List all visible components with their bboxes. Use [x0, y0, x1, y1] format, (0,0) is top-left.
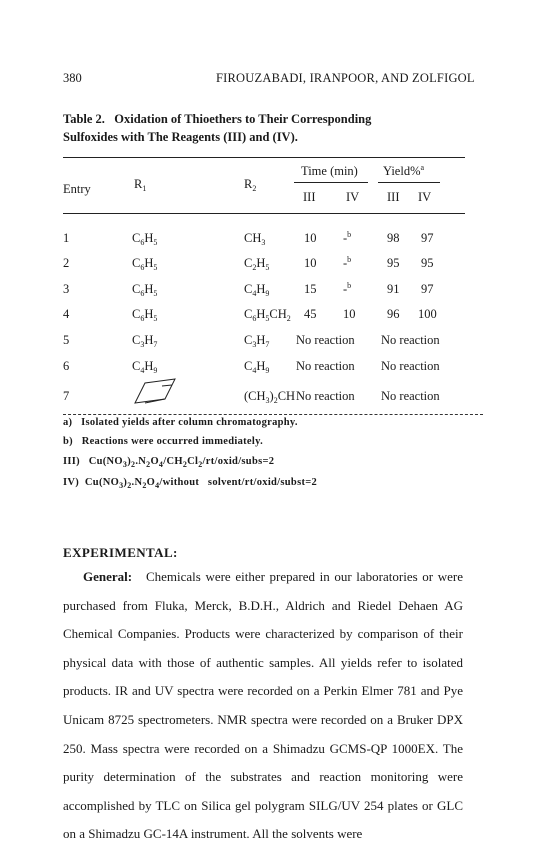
general-label: General:: [83, 569, 133, 584]
row-r2: $C_4H_9$: [244, 359, 270, 375]
header-r1: [134, 177, 146, 192]
row-time-iv: -$^b$: [343, 255, 352, 270]
row-time-text: No reaction: [296, 359, 355, 373]
cyclohexyl-ring-icon: [132, 377, 178, 405]
header-yield-iii: III: [387, 190, 400, 204]
header-entry: Entry: [63, 182, 91, 196]
row-yield-text: No reaction: [381, 359, 440, 373]
table-caption-line-1: Table 2. Oxidation of Thioethers to Their Corresponding: [63, 112, 372, 126]
section-heading: EXPERIMENTAL:: [63, 545, 178, 560]
row-entry: 5: [63, 333, 70, 347]
footnote-iv: IV) $Cu(NO_3)_2.N_2O_4$/without solvent/rt/oxid/subst=2: [63, 477, 318, 490]
row-r2: $C_4H_9$: [244, 282, 270, 298]
row-yield-iv: 95: [421, 256, 434, 270]
row-time-iv: -$^b$: [343, 230, 352, 245]
header-yield-text: Yield%: [383, 164, 421, 178]
table-bottom-rule: [63, 414, 483, 415]
cyclohexyl-structure-icon: [132, 377, 178, 409]
row-yield-iii: 98: [387, 231, 400, 245]
row-r2: $CH_3$: [244, 231, 266, 247]
row-r1: $C_6H_5$: [132, 307, 158, 323]
row-entry: 2: [63, 256, 70, 270]
table-caption-line-2: Sulfoxides with The Reagents (III) and (IV).: [63, 130, 298, 144]
row-time-iii: 10: [304, 231, 317, 245]
row-time-iv: -$^b$: [343, 281, 352, 296]
footnote-b: b) Reactions were occurred immediately.: [63, 436, 263, 447]
row-time-iii: 10: [304, 256, 317, 270]
row-r2: $(CH_3)_2CH$: [244, 389, 296, 405]
row-r1: $C_3H_7$: [132, 333, 158, 349]
row-yield-iii: 91: [387, 282, 400, 296]
row-entry: 7: [63, 389, 70, 403]
row-time-iv: 10: [343, 307, 356, 321]
table-caption: [63, 110, 371, 146]
general-text: Chemicals were either prepared in our laboratories or were purchased from Fluka, Merck, B.D.H., Aldrich and Riedel Dehaen AG Chemical Companies. Products were characterized by comparison of their physical data with those of authentic samples. All yields refer to isolated products. IR and UV spectra were recorded on a Perkin Elmer 781 and Pye Unicam 8725 spectrometers. NMR spectra were recorded on a Bruker DPX 250. Mass spectra were recorded on a Shimadzu GCMS-QP 1000EX. The purity determination of the substrates and reaction monitoring were accomplished by TLC on Silica gel polygram SILG/UV 254 plates or GLC on a Shimadzu GC-14A instrument. All the solvents were: [63, 569, 463, 842]
row-entry: 4: [63, 307, 70, 321]
row-yield-text: No reaction: [381, 333, 440, 347]
row-r2: $C_6H_5CH_2$: [244, 307, 291, 323]
experimental-paragraph: [63, 563, 463, 849]
row-r2: $C_3H_7$: [244, 333, 270, 349]
header-r2-text: R: [244, 177, 253, 191]
row-entry: 3: [63, 282, 70, 296]
header-time: Time (min): [301, 164, 358, 178]
time-header-rule: [294, 182, 368, 183]
footnote-iii: III) $Cu(NO_3)_2.N_2O_4/CH_2Cl_2/rt/oxid/subs=2$: [63, 456, 275, 469]
yield-header-rule: [378, 182, 440, 183]
row-yield-text: No reaction: [381, 389, 440, 403]
row-yield-iv: 100: [418, 307, 437, 321]
row-r1: $C_4H_9$: [132, 359, 158, 375]
header-yield: [383, 164, 424, 179]
row-time-text: No reaction: [296, 389, 355, 403]
footnote-a: a) Isolated yields after column chromatography.: [63, 417, 298, 428]
table-top-rule: [63, 157, 465, 158]
row-time-text: No reaction: [296, 333, 355, 347]
row-r1: $C_6H_5$: [132, 282, 158, 298]
row-yield-iv: 97: [421, 231, 434, 245]
header-r1-sub: 1: [142, 184, 147, 193]
row-r2: $C_2H_5$: [244, 256, 270, 272]
row-yield-iii: 96: [387, 307, 400, 321]
row-yield-iii: 95: [387, 256, 400, 270]
header-yield-iv: IV: [418, 190, 432, 204]
row-r1: $C_6H_5$: [132, 256, 158, 272]
table-header-rule: [63, 213, 465, 214]
row-entry: 6: [63, 359, 70, 373]
header-r1-text: R: [134, 177, 143, 191]
row-time-iii: 15: [304, 282, 317, 296]
page-number: 380: [63, 71, 82, 85]
running-head: FIROUZABADI, IRANPOOR, AND ZOLFIGOL: [216, 71, 475, 85]
header-time-iv: IV: [346, 190, 360, 204]
header-r2: [244, 177, 256, 192]
row-entry: 1: [63, 231, 70, 245]
row-yield-iv: 97: [421, 282, 434, 296]
header-time-iii: III: [303, 190, 316, 204]
header-r2-sub: 2: [252, 184, 257, 193]
row-time-iii: 45: [304, 307, 317, 321]
header-yield-sup: a: [420, 163, 425, 172]
row-r1: $C_6H_5$: [132, 231, 158, 247]
